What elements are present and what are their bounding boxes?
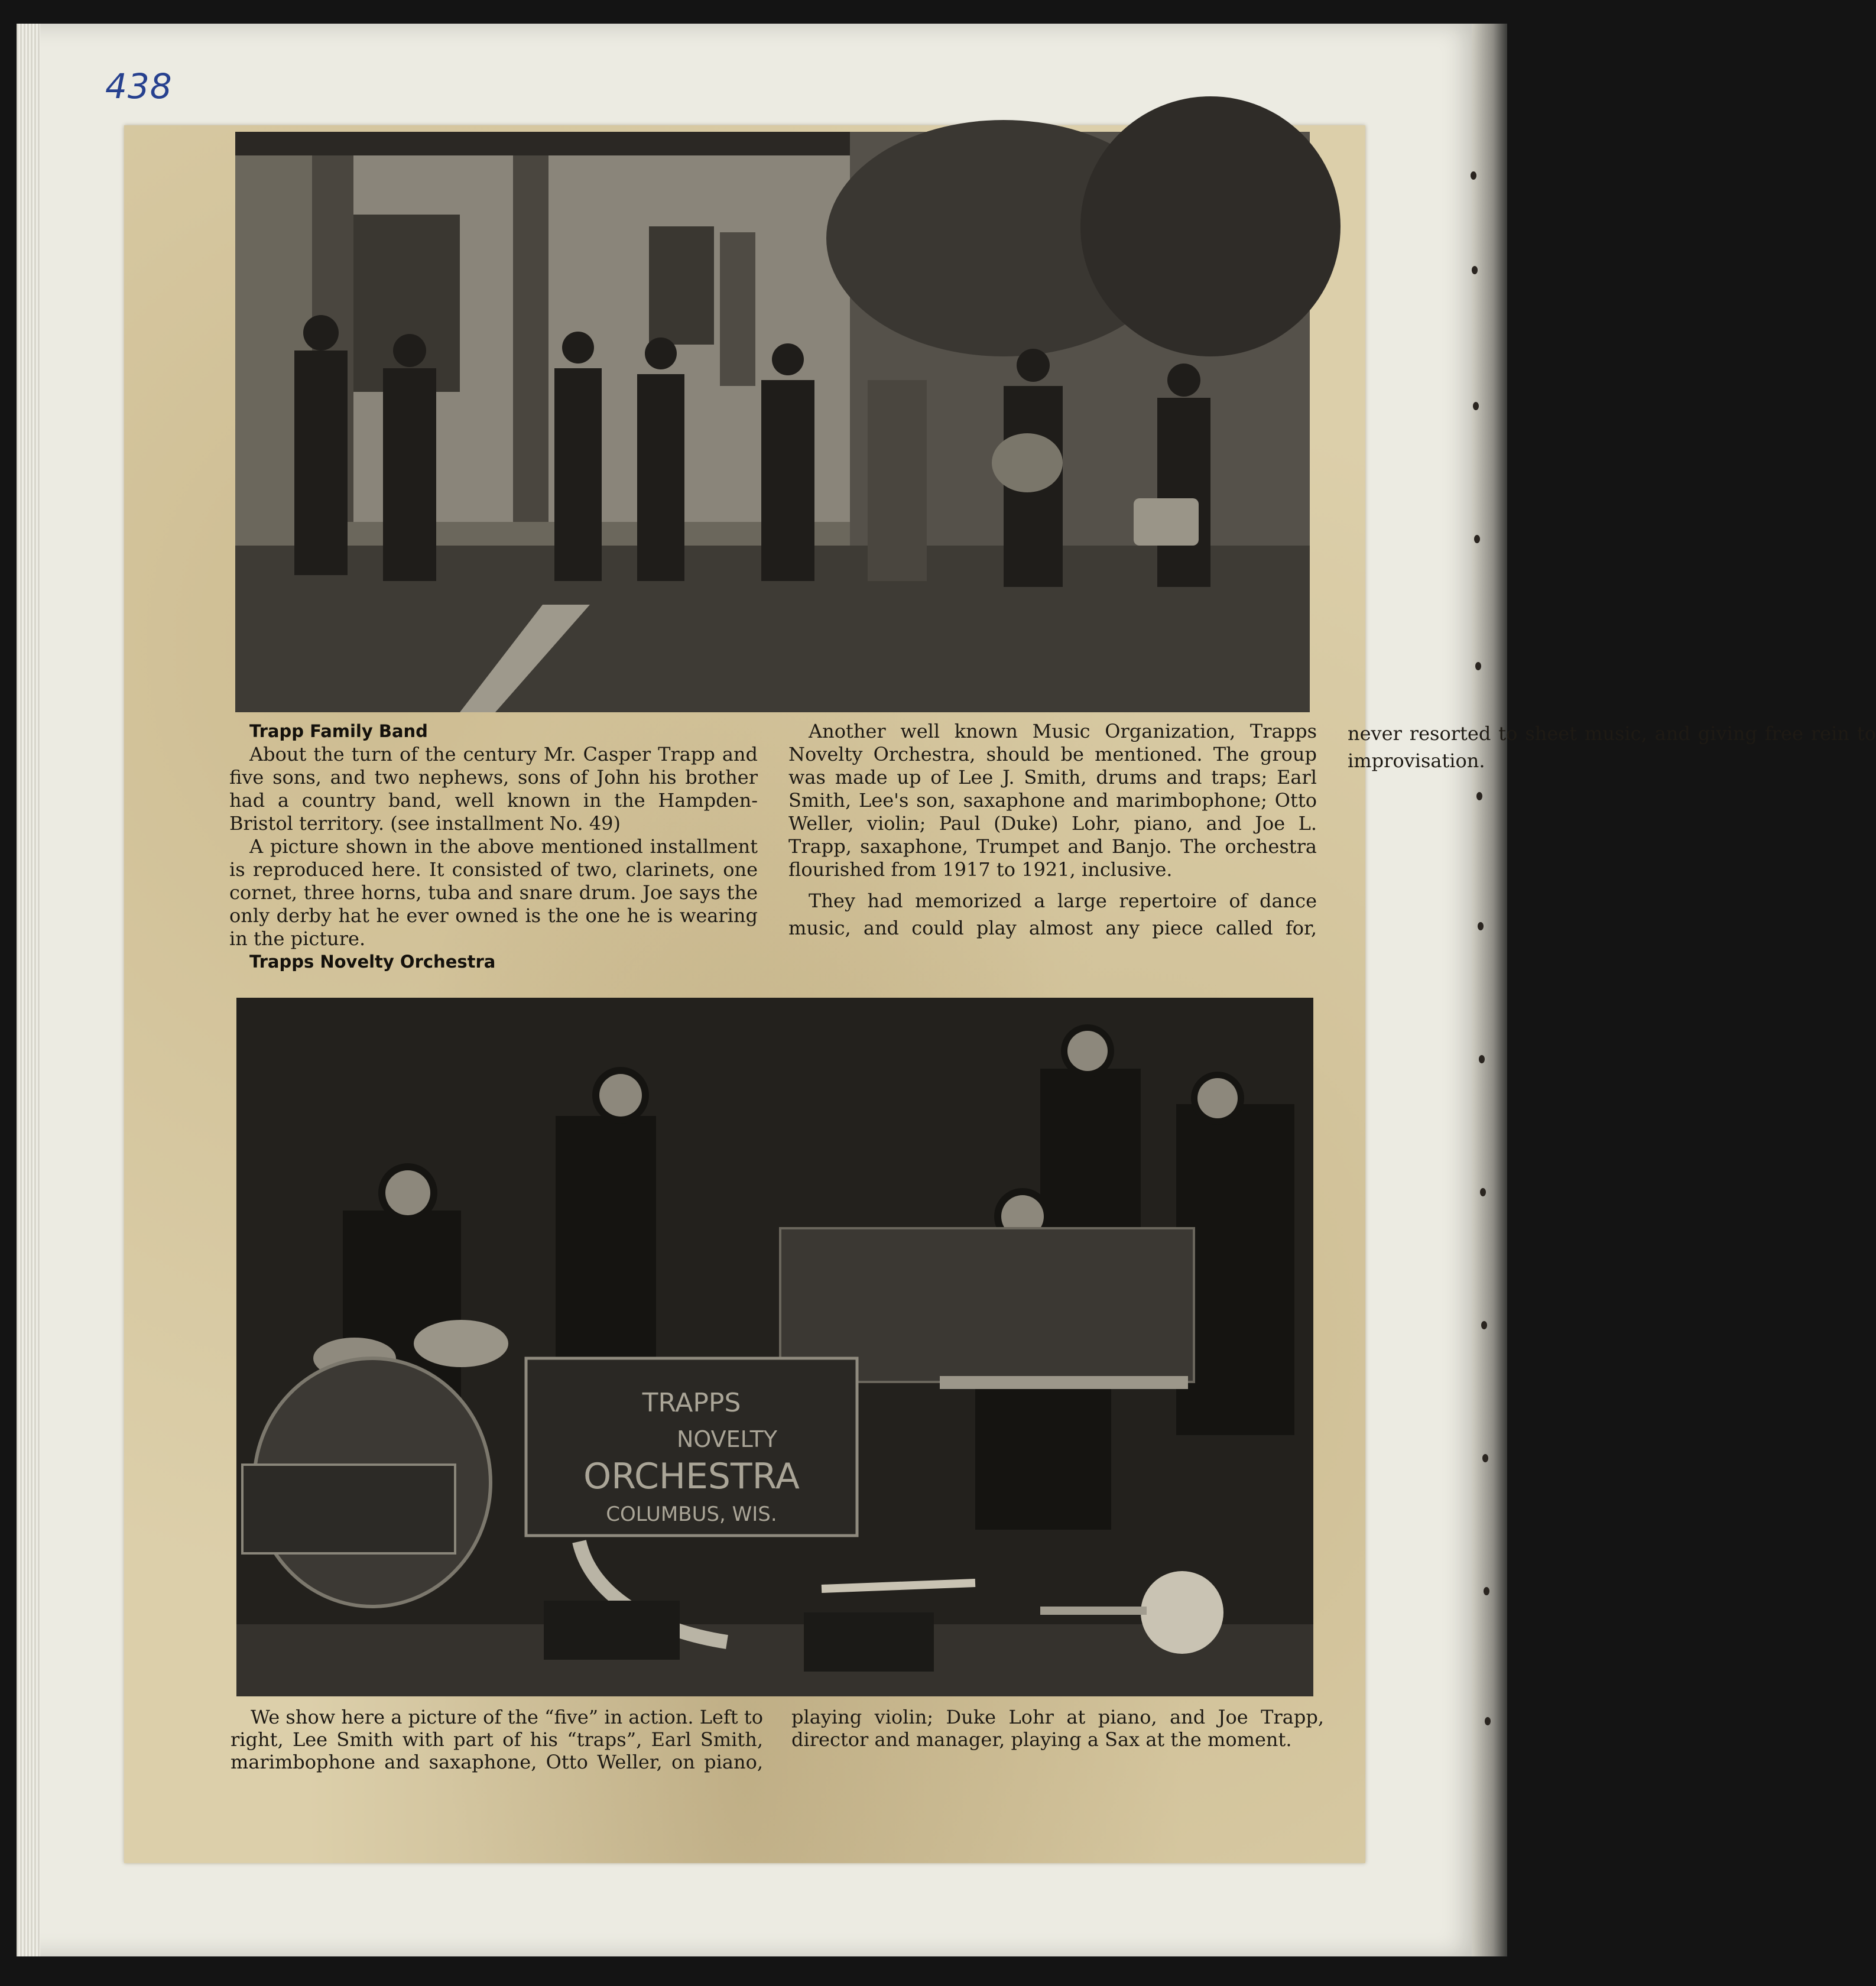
orchestra-photo-illustration xyxy=(236,998,1313,1696)
banner-line-3: ORCHESTRA xyxy=(583,1456,800,1497)
article-paragraph-repertoire: They had memorized a large repertoire of dance music, and could play almost any piece called for, never resorted to sheet music, and giving free rein to improvisation. xyxy=(788,722,1876,939)
heading-trapp-family-band: Trapp Family Band xyxy=(249,721,428,741)
banner-line-4: COLUMBUS, WIS. xyxy=(606,1503,777,1526)
article-paragraph: About the turn of the century Mr. Casper Trapp and five sons, and two nephews, sons of John his brother had a country band, well known in the Hampden-Bristol territory. (see installment No. 49) xyxy=(229,743,758,835)
article-paragraph-orchestra: Another well known Music Organization, Trapps Novelty Orchestra, should be mentioned. The group was made up of Lee J. Smith, drums and traps; Earl Smith, Lee's son, saxaphone and marimbophone; Otto Weller, violin; Paul (Duke) Lohr, piano, and Joe L. Trapp, saxaphone, Trumpet and Banjo. The orchestra flourished from 1917 to 1921, inclusive. xyxy=(788,720,1317,881)
binding-hole xyxy=(1478,922,1484,930)
banner-line-2: NOVELTY xyxy=(676,1426,778,1452)
binding-hole xyxy=(1473,402,1479,410)
photo-trapp-family-band xyxy=(235,132,1310,712)
album-binding-edge xyxy=(1472,24,1507,1956)
binding-hole xyxy=(1471,171,1476,180)
orchestra-photo-caption xyxy=(231,1706,1324,1773)
page-stack-edge xyxy=(17,24,40,1956)
binding-hole xyxy=(1476,792,1482,800)
article-paragraph: A picture shown in the above mentioned installment is reproduced here. It consisted of two, clarinets, one cornet, three horns, tuba and snare drum. Joe says the only derby hat he ever owned is the one he is wearing in the picture. xyxy=(229,835,758,950)
binding-hole xyxy=(1472,266,1478,274)
binding-hole xyxy=(1480,1188,1486,1196)
binding-hole xyxy=(1475,662,1481,670)
page-number: 438 xyxy=(105,66,173,106)
heading-trapps-novelty-orchestra: Trapps Novelty Orchestra xyxy=(249,952,496,972)
caption-text: We show here a picture of the “five” in action. Left to right, Lee Smith with part of his “traps”, Earl Smith, marimbophone and saxaphone, Otto Weller, on piano, playing violin; Duke Lohr at piano, and Joe Trapp, director and manager, playing a Sax at the moment. xyxy=(231,1706,1324,1773)
binding-hole xyxy=(1484,1587,1489,1595)
banner-line-1: TRAPPS xyxy=(642,1388,741,1418)
binding-hole xyxy=(1485,1717,1491,1725)
article-two-column-flow xyxy=(229,720,1876,992)
band-photo-illustration xyxy=(235,132,1310,712)
binding-hole xyxy=(1474,535,1480,543)
left-column-spacer xyxy=(229,720,758,964)
binding-hole xyxy=(1481,1321,1487,1329)
binding-hole xyxy=(1482,1454,1488,1462)
binding-hole xyxy=(1479,1055,1485,1063)
photo-trapps-novelty-orchestra xyxy=(236,998,1313,1696)
